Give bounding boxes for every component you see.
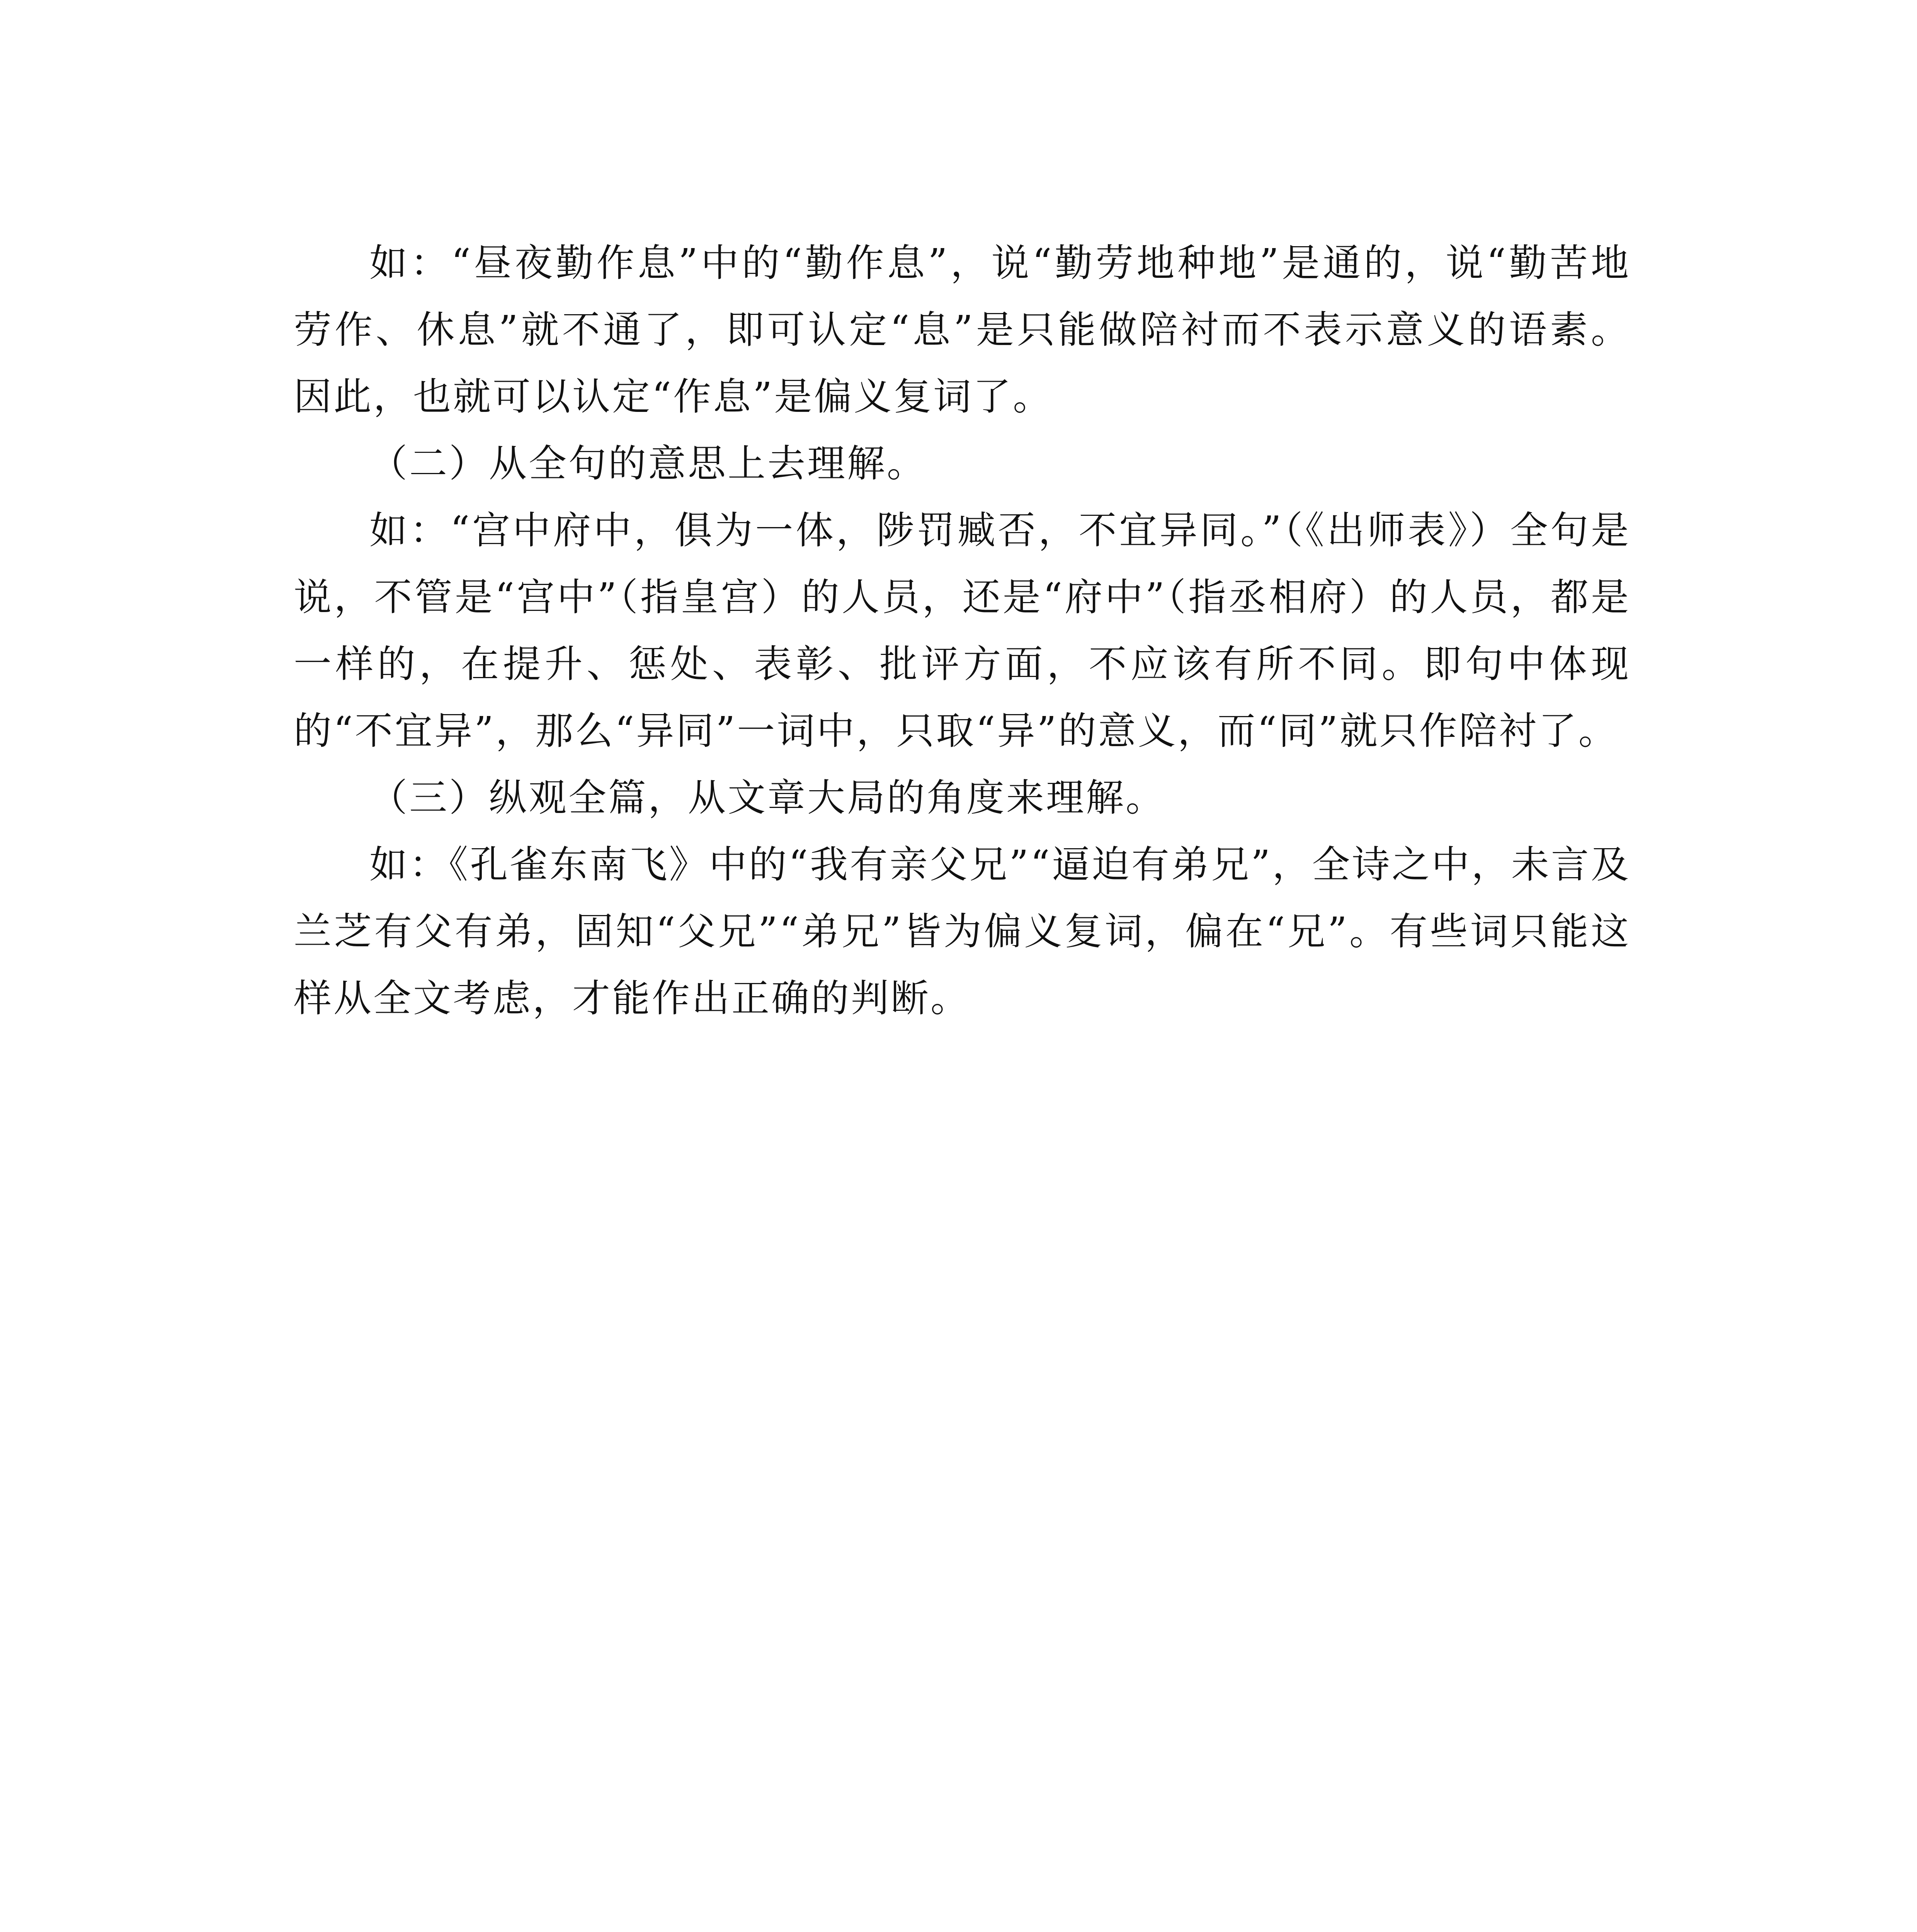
- section-heading-3: （三）纵观全篇，从文章大局的角度来理解。: [369, 776, 1166, 820]
- document-body: [294, 230, 1631, 1032]
- paragraph-example-2: 如：“宫中府中，俱为一体，陟罚臧否，不宜异同。”（《出师表》）全句是说，不管是“宫中”（指皇宫）的人员，还是“府中”（指丞相府）的人员，都是一样的，在提升、惩处、表彰、批评方面，不应该有所不同。即句中体现的“不宜异”，那么“异同”一词中，只取“异”的意义，而“同”就只作陪衬了。: [294, 509, 1631, 753]
- paragraph-example-1: 如：“昼夜勤作息”中的“勤作息”，说“勤劳地种地”是通的，说“勤苦地劳作、休息”就不通了，即可认定“息”是只能做陪衬而不表示意义的语素。因此，也就可以认定“作息”是偏义复词了。: [294, 241, 1631, 419]
- section-heading-2: （二）从全句的意思上去理解。: [369, 442, 927, 486]
- paragraph-example-3: 如：《孔雀东南飞》中的“我有亲父兄”“逼迫有弟兄”，全诗之中，未言及兰芝有父有弟，固知“父兄”“弟兄”皆为偏义复词，偏在“兄”。有些词只能这样从全文考虑，才能作出正确的判断。: [294, 843, 1631, 1020]
